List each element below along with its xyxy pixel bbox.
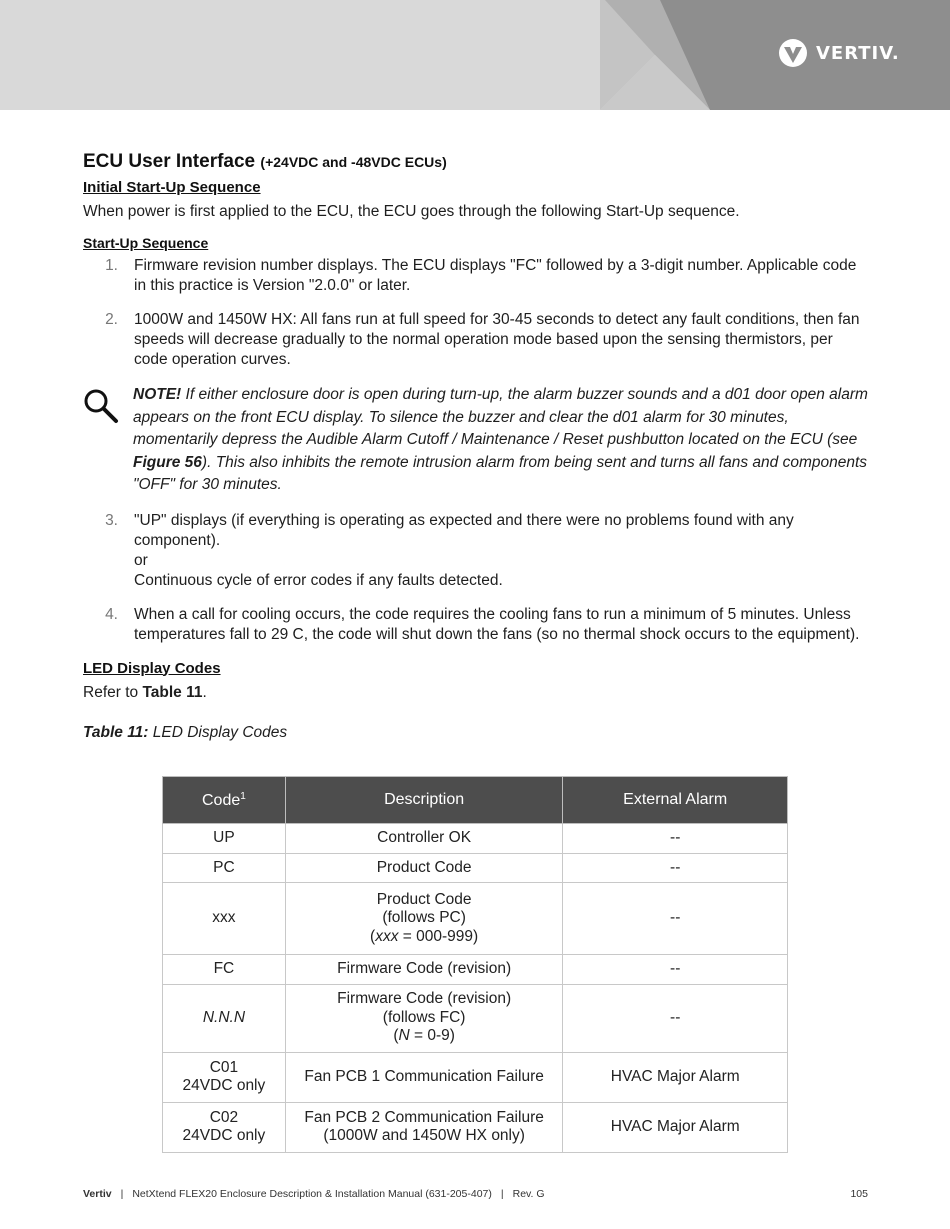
list-item	[83, 511, 873, 591]
intro-paragraph: When power is first applied to the ECU, the ECU goes through the following Start-Up sequence.	[83, 203, 740, 220]
description-paren: (	[370, 927, 376, 945]
magnifier-icon	[83, 384, 133, 497]
table-cell-description: Firmware Code (revision)	[285, 955, 563, 985]
description-range: = 000-999)	[398, 927, 479, 945]
refer-prefix: Refer to	[83, 683, 143, 701]
table-row	[163, 883, 788, 955]
table-cell-alarm: --	[563, 824, 788, 854]
footer-separator: |	[500, 1188, 504, 1200]
table-header-row	[163, 777, 788, 824]
footer-document-title: NetXtend FLEX20 Enclosure Description & Installation Manual (631-205-407)	[132, 1188, 492, 1200]
footnote-marker: 1	[240, 790, 246, 802]
column-header-code	[163, 777, 286, 824]
table-cell-alarm: --	[563, 853, 788, 883]
note-text	[133, 384, 873, 497]
page-footer	[83, 1188, 868, 1200]
description-line: (1000W and 1450W HX only)	[323, 1127, 525, 1144]
refer-suffix: .	[202, 683, 207, 701]
section-title-text: ECU User Interface	[83, 151, 256, 172]
list-item	[83, 605, 873, 645]
column-header-external-alarm: External Alarm	[563, 777, 788, 824]
column-header-description: Description	[285, 777, 563, 824]
footer-revision: Rev. G	[512, 1188, 545, 1200]
table-cell-code: FC	[163, 955, 286, 985]
step-number: 2.	[105, 311, 118, 328]
vertiv-logo-icon	[778, 38, 808, 68]
table-caption-title: LED Display Codes	[152, 723, 288, 741]
step-text-alt: Continuous cycle of error codes if any faults detected.	[134, 571, 503, 589]
description-paren: (	[393, 1027, 399, 1045]
startup-steps-continued	[83, 511, 873, 645]
led-display-codes-table	[162, 776, 788, 1153]
description-range: = 0-9)	[409, 1027, 455, 1045]
table-cell-alarm: --	[563, 883, 788, 955]
table-cell-description: Controller OK	[285, 824, 563, 854]
note-block	[83, 384, 873, 497]
table-row	[163, 955, 788, 985]
table-cell-description	[285, 883, 563, 955]
table-cell-description: Product Code	[285, 853, 563, 883]
initial-startup-heading: Initial Start-Up Sequence	[83, 179, 261, 196]
footer-brand: Vertiv	[83, 1188, 112, 1200]
note-label: NOTE!	[133, 386, 182, 403]
step-text	[118, 511, 869, 591]
table-cell-alarm: --	[563, 984, 788, 1052]
code-line: C02	[209, 1108, 239, 1126]
table-cell-code: xxx	[163, 883, 286, 955]
description-line: (follows FC)	[382, 1008, 466, 1026]
description-line: Product Code	[376, 890, 472, 908]
main-content	[83, 150, 873, 743]
table-cell-alarm: --	[563, 955, 788, 985]
table-cell-description	[285, 1102, 563, 1152]
table-row	[163, 984, 788, 1052]
step-text-main: "UP" displays (if everything is operating as expected and there were no problems found with any component).	[134, 511, 794, 549]
table-cell-code: UP	[163, 824, 286, 854]
step-number: 4.	[105, 605, 118, 623]
column-header-code-label: Code	[202, 791, 241, 809]
figure-reference[interactable]: Figure 56	[133, 453, 202, 471]
note-body-1: If either enclosure door is open during turn-up, the alarm buzzer sounds and a d01 door open alarm appears on the front ECU display. To silence the buzzer and clear the d01 alarm for 30 minutes, momentarily depress the Audible Alarm Cutoff / Maintenance / Reset pushbutton located on the ECU (see	[133, 386, 868, 448]
step-or: or	[134, 551, 148, 569]
led-codes-heading: LED Display Codes	[83, 659, 221, 677]
logo-text: VERTIV.	[816, 42, 900, 64]
table-cell-alarm: HVAC Major Alarm	[563, 1102, 788, 1152]
table-cell-code: PC	[163, 853, 286, 883]
section-title	[83, 150, 873, 174]
footer-left	[83, 1188, 545, 1200]
table-cell-description	[285, 984, 563, 1052]
table-row	[163, 853, 788, 883]
step-number: 1.	[105, 257, 118, 274]
table-cell-alarm: HVAC Major Alarm	[563, 1052, 788, 1102]
page-number: 105	[850, 1188, 868, 1200]
list-item	[83, 310, 873, 370]
section-title-suffix: (+24VDC and -48VDC ECUs)	[260, 154, 447, 170]
table-caption	[83, 723, 873, 743]
table-row	[163, 1102, 788, 1152]
table-reference[interactable]: Table 11	[142, 683, 203, 701]
table-cell-description: Fan PCB 1 Communication Failure	[285, 1052, 563, 1102]
table-row	[163, 824, 788, 854]
description-variable: xxx	[375, 927, 399, 945]
note-body-2: ). This also inhibits the remote intrusion alarm from being sent and turns all fans and components "OFF" for 30 minutes.	[133, 453, 868, 493]
step-text: When a call for cooling occurs, the code requires the cooling fans to run a minimum of 5 minutes. Unless temperatures fall to 29 C, the code will shut down the fans (so no thermal shock occurs to the equipment).	[134, 605, 860, 643]
code-line: 24VDC only	[182, 1127, 266, 1144]
table-row	[163, 1052, 788, 1102]
step-text: 1000W and 1450W HX: All fans run at full speed for 30-45 seconds to detect any fault conditions, then fan speeds will decrease gradually to the normal operation mode based upon the sensing thermistors, per code operation curves.	[134, 311, 860, 368]
startup-sequence-heading: Start-Up Sequence	[83, 235, 209, 251]
code-line: C01	[209, 1058, 239, 1076]
step-text: Firmware revision number displays. The ECU displays "FC" followed by a 3-digit number. Applicable code in this practice is Version "2.0.0" or later.	[134, 257, 857, 294]
table-cell-code	[163, 1102, 286, 1152]
startup-steps	[83, 256, 873, 370]
description-line: Fan PCB 2 Communication Failure	[304, 1108, 544, 1126]
table-caption-label: Table 11:	[83, 723, 149, 741]
code-line: 24VDC only	[182, 1077, 266, 1094]
refer-paragraph	[83, 683, 873, 703]
description-line: (follows PC)	[382, 909, 466, 927]
table-cell-code	[163, 1052, 286, 1102]
table-cell-code: N.N.N	[163, 984, 286, 1052]
page-header	[0, 0, 950, 110]
list-item	[83, 256, 873, 296]
description-line: Firmware Code (revision)	[337, 990, 512, 1008]
description-line	[290, 1027, 559, 1046]
description-variable: N	[398, 1027, 410, 1045]
description-line	[290, 928, 559, 947]
vertiv-logo	[778, 38, 900, 68]
step-number: 3.	[105, 511, 118, 529]
footer-separator: |	[120, 1188, 124, 1200]
